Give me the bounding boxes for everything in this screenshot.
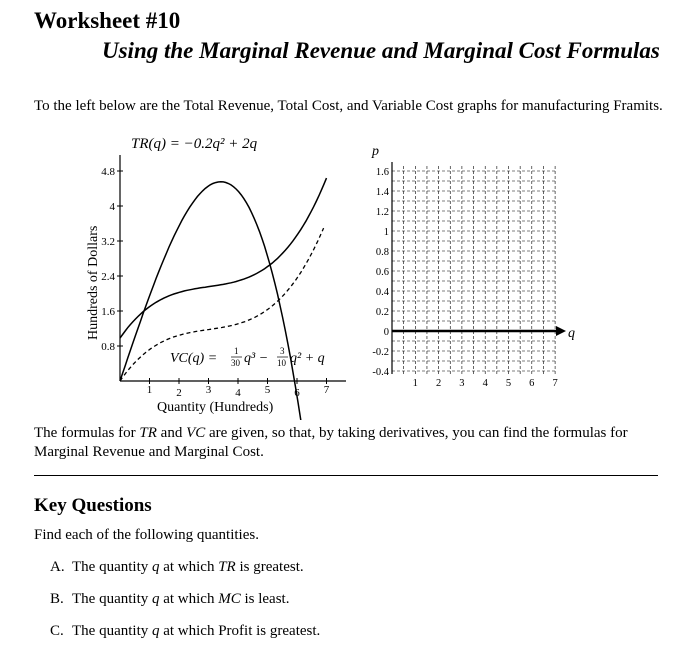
right-y-tick-label: 0.6 (375, 267, 389, 278)
svg-text:1: 1 (234, 346, 239, 356)
right-x-tick-label: 4 (482, 378, 488, 389)
left-y-tick-label: 2.4 (101, 271, 115, 283)
right-x-tick-label: 6 (529, 378, 535, 389)
left-x-tick-label: 7 (323, 384, 330, 396)
svg-text:3: 3 (280, 346, 285, 356)
right-y-tick-label: -0.2 (372, 347, 389, 358)
y-axis-label: Hundreds of Dollars (86, 225, 101, 340)
left-y-tick-label: 3.2 (101, 236, 115, 248)
right-grid (392, 166, 555, 374)
left-x-tick-label: 3 (205, 384, 212, 396)
right-y-tick-label: 1.4 (375, 187, 389, 198)
right-y-tick-label: 0.2 (375, 307, 389, 318)
svg-text:q² + q: q² + q (290, 351, 325, 366)
question-a: A. The quantity q at which TR is greatest. (50, 559, 304, 575)
left-x-tick-label: 6 (294, 387, 300, 399)
vc-symbol: VC (186, 425, 206, 441)
svg-text:VC(q) =: VC(q) = (170, 351, 218, 366)
right-y-tick-label: 0 (383, 327, 389, 338)
right-y-tick-label: 0.8 (375, 247, 389, 258)
right-y-tick-label: -0.4 (372, 367, 389, 378)
left-y-tick-label: 1.6 (101, 306, 115, 318)
left-x-tick-label: 4 (235, 387, 241, 399)
right-y-letter: p (372, 144, 379, 159)
right-y-tick-label: 1.6 (375, 167, 389, 178)
left-x-tick-label: 2 (176, 387, 182, 399)
right-x-tick-label: 3 (459, 378, 465, 389)
right-axis-arrow (556, 326, 566, 336)
formula-paragraph: The formulas for TR and VC are given, so that, by taking derivatives, you can find the formulas for Marginal Revenue and Marginal Cost. (34, 425, 628, 460)
right-y-tick-label: 1 (383, 227, 389, 238)
left-x-tick-label: 1 (146, 384, 153, 396)
right-x-letter: q (568, 326, 575, 341)
worksheet-title: Worksheet #10 (34, 8, 181, 33)
x-axis-label: Quantity (Hundreds) (157, 400, 274, 415)
right-x-tick-label: 2 (435, 378, 442, 389)
right-x-tick-label: 5 (505, 378, 512, 389)
intro-paragraph: To the left below are the Total Revenue, Total Cost, and Variable Cost graphs for manufacturing Framits. (34, 98, 663, 114)
tr-symbol: TR (139, 425, 157, 441)
right-graph (371, 144, 575, 389)
worksheet-subtitle: Using the Marginal Revenue and Marginal Cost Formulas (102, 38, 660, 63)
left-y-tick-label: 4 (109, 201, 115, 213)
vc-formula (170, 346, 325, 368)
tr-formula: TR(q) = −0.2q² + 2q (131, 136, 258, 152)
section-divider (34, 475, 658, 476)
left-graph (86, 136, 346, 420)
right-y-tick-label: 0.4 (375, 287, 389, 298)
right-x-tick-label: 1 (412, 378, 418, 389)
key-questions-intro: Find each of the following quantities. (34, 527, 259, 543)
svg-text:q³ −: q³ − (244, 351, 269, 366)
left-x-tick-label: 5 (264, 384, 271, 396)
left-y-tick-label: 4.8 (101, 166, 115, 178)
tc-curve (120, 178, 327, 338)
question-c: C. The quantity q at which Profit is greatest. (50, 623, 321, 639)
right-x-tick-label: 7 (552, 378, 558, 389)
right-x-ticks (413, 378, 558, 389)
svg-text:10: 10 (277, 358, 286, 368)
key-questions-heading: Key Questions (34, 495, 152, 516)
right-y-ticks (372, 167, 389, 378)
left-y-tick-label: 0.8 (101, 341, 115, 353)
svg-text:30: 30 (231, 358, 240, 368)
right-y-tick-label: 1.2 (375, 207, 389, 218)
question-b: B. The quantity q at which MC is least. (50, 591, 290, 607)
